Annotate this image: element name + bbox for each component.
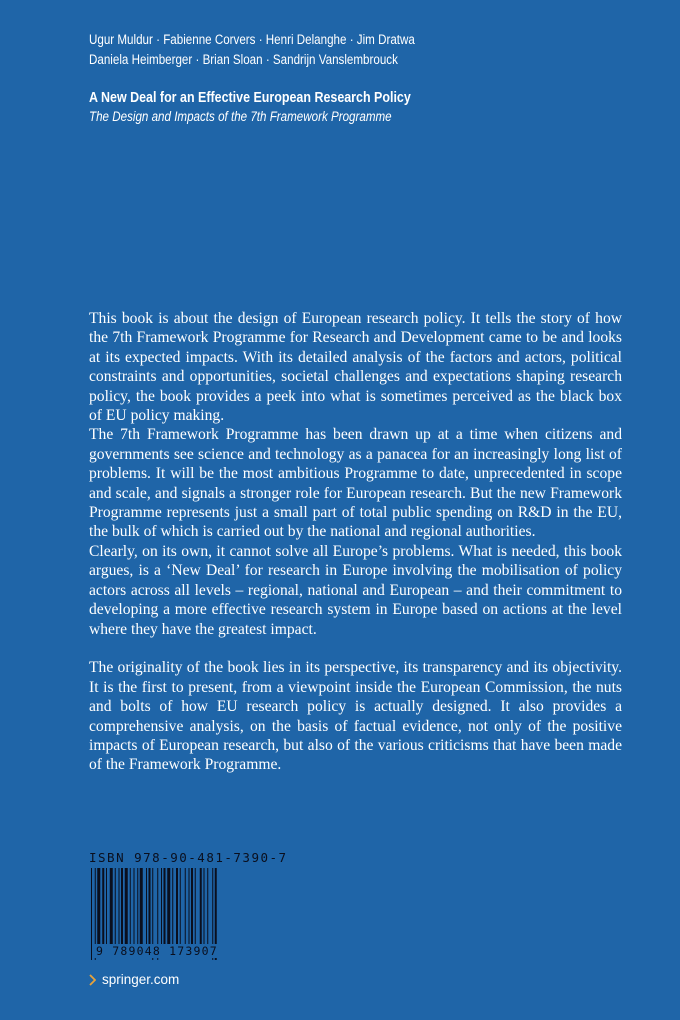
barcode-bar: [102, 868, 104, 948]
chevron-right-icon: [89, 974, 96, 986]
barcode-bar: [137, 868, 138, 948]
title-block: [89, 88, 571, 126]
description-paragraph-1: This book is about the design of European research policy. It tells the story of how the 7th Framework Programme for Research and Development came to be and looks at its expected impacts. With its detailed analysis of the factors and actors, political constraints and opportunities, societal challenges and expectations shaping research policy, the book provides a peek into what is sometimes perceived as the black box of EU policy making.: [89, 310, 622, 425]
author-line-1: Ugur Muldur · Fabienne Corvers · Henri Delanghe · Jim Dratwa: [89, 32, 415, 47]
barcode-bar: [204, 868, 205, 948]
barcode-bar: [125, 868, 128, 948]
barcode-bar: [115, 868, 116, 948]
barcode-bar: [140, 868, 143, 948]
barcode-bar: [167, 868, 170, 948]
barcode-bar: [185, 868, 186, 948]
barcode-bar: [149, 868, 151, 948]
barcode-bar: [161, 868, 162, 948]
barcode-bar: [195, 868, 196, 948]
barcode-bar: [146, 868, 147, 948]
barcode-bar: [130, 868, 131, 948]
barcode-bar: [164, 868, 166, 948]
description-paragraph-2: The 7th Framework Programme has been drawn up at a time when citizens and governments see science and technology as a panacea for an increasingly long list of problems. It will be the most ambitious Programme to date, unprecedented in scope and scale, and signals a stronger role for European research. But the new Framework Programme represents just a small part of total public spending on R&D in the EU, the bulk of which is carried out by the national and regional authorities.: [89, 426, 622, 541]
barcode-bar: [97, 868, 100, 948]
barcode-bar: [121, 868, 123, 948]
isbn-digits: 9 789048 173907: [94, 944, 256, 958]
book-subtitle: The Design and Impacts of the 7th Framework Programme: [89, 109, 392, 124]
barcode-bar: [106, 868, 107, 948]
barcode-bar: [172, 868, 173, 948]
publisher-url: springer.com: [102, 972, 180, 987]
barcode-bar: [207, 868, 208, 948]
barcode-bar: [180, 868, 181, 948]
barcode-bar: [191, 868, 193, 948]
barcode-bar: [91, 868, 92, 960]
barcode-bar: [119, 868, 120, 948]
barcode-bar: [134, 868, 135, 948]
barcode-bar: [110, 868, 113, 948]
barcode-bar: [189, 868, 190, 948]
publisher-link[interactable]: [89, 972, 179, 987]
isbn-label: ISBN 978-90-481-7390-7: [89, 850, 288, 865]
author-line-2: Daniela Heimberger · Brian Sloan · Sandrijn Vanslembrouck: [89, 52, 398, 67]
book-title: A New Deal for an Effective European Research Policy: [89, 90, 411, 106]
barcode-bar: [200, 868, 202, 948]
description-paragraph-3: Clearly, on its own, it cannot solve all Europe’s problems. What is needed, this book argues, is a ‘New Deal’ for research in Europe involving the mobilisation of policy actors across all levels – regional, national and European – and their commitment to developing a more effective research system in Europe based on actions at the level where they have the greatest impact.: [89, 542, 622, 638]
author-list: [89, 30, 571, 70]
book-description: [89, 309, 622, 775]
barcode-bar: [176, 868, 178, 948]
description-paragraph-4: The originality of the book lies in its perspective, its transparency and its objectivity. It is the first to present, from a viewpoint inside the European Commission, the nuts and bolts of how EU research policy is actually designed. It also provides a comprehensive analysis, on the basis of factual evidence, not only of the positive impacts of European research, but also of the various criticisms that have been made of the Framework Programme.: [89, 659, 622, 774]
